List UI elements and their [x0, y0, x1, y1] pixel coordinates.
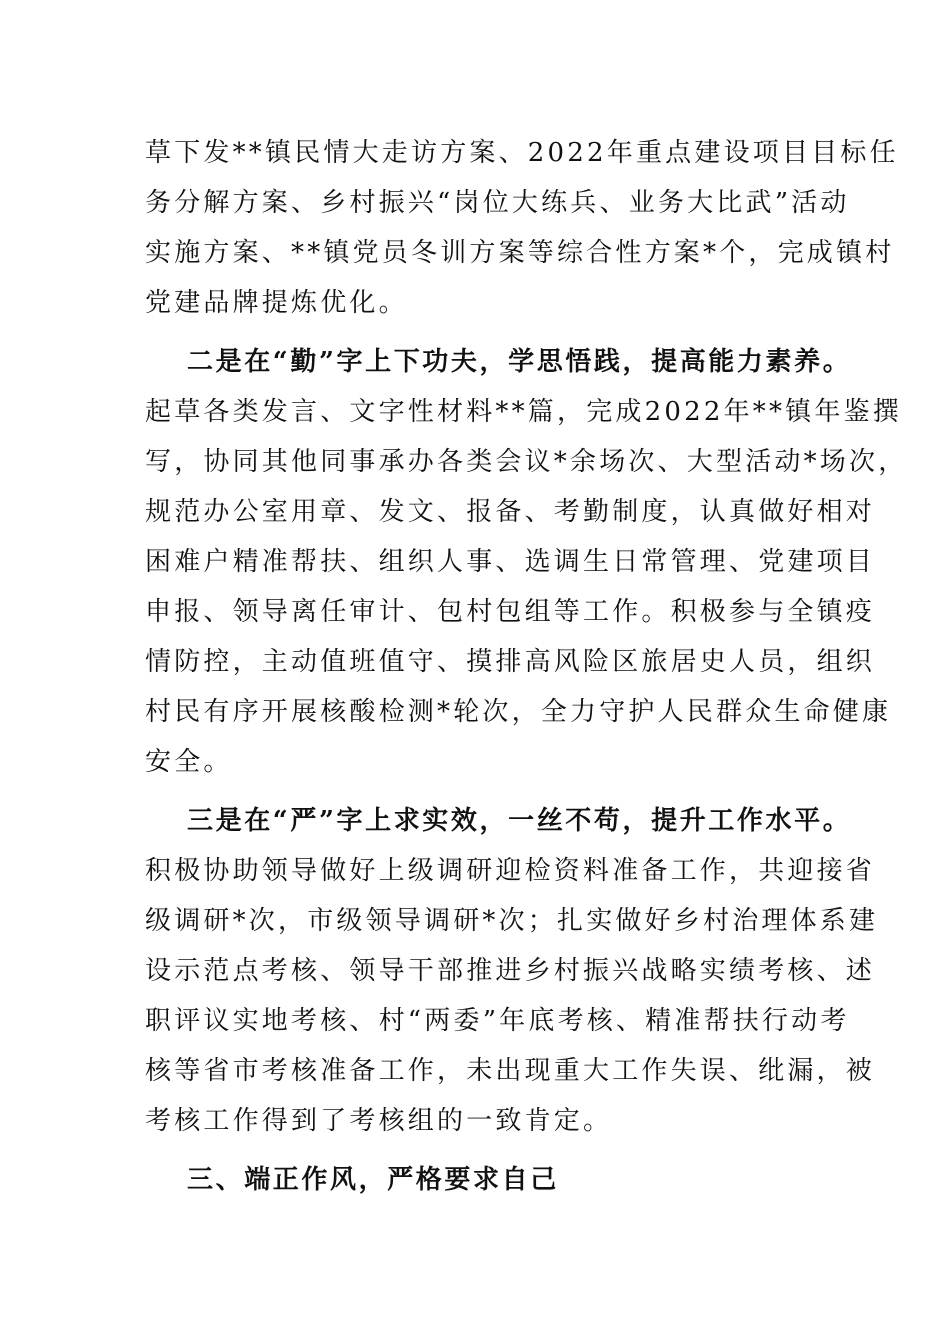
body-text-line: 安全。: [145, 747, 233, 777]
chapter-heading: 三、端正作风，严格要求自己: [187, 1165, 559, 1195]
body-text-line: 级调研*次，市级领导调研*次；扎实做好乡村治理体系建: [145, 906, 879, 936]
body-text-line: 实施方案、**镇党员冬训方案等综合性方案*个，完成镇村: [145, 238, 895, 268]
body-text-line: 务分解方案、乡村振兴“岗位大练兵、业务大比武”活动: [145, 188, 850, 218]
body-text-line: 写，协同其他同事承办各类会议*余场次、大型活动*场次，: [145, 447, 908, 477]
section-heading: 三是在“严”字上求实效，一丝不苟，提升工作水平。: [187, 806, 852, 836]
body-text-line: 职评议实地考核、村“两委”年底考核、精准帮扶行动考: [145, 1006, 850, 1036]
body-text-line: 情防控，主动值班值守、摸排高风险区旅居史人员，组织: [145, 647, 876, 677]
body-text-line: 考核工作得到了考核组的一致肯定。: [145, 1106, 613, 1136]
body-text-line: 村民有序开展核酸检测*轮次，全力守护人民群众生命健康: [145, 697, 892, 727]
body-text-line: 党建品牌提炼优化。: [145, 288, 408, 318]
body-text-line: 申报、领导离任审计、包村包组等工作。积极参与全镇疫: [145, 597, 876, 627]
body-text-line: 困难户精准帮扶、组织人事、选调生日常管理、党建项目: [145, 547, 876, 577]
body-text-line: 草下发**镇民情大走访方案、2022年重点建设项目目标任: [145, 138, 899, 168]
body-text-line: 起草各类发言、文字性材料**篇，完成2022年**镇年鉴撰: [145, 397, 902, 427]
body-text-line: 核等省市考核准备工作，未出现重大工作失误、纰漏，被: [145, 1056, 876, 1086]
body-text-line: 积极协助领导做好上级调研迎检资料准备工作，共迎接省: [145, 856, 876, 886]
body-text-line: 规范办公室用章、发文、报备、考勤制度，认真做好相对: [145, 497, 876, 527]
body-text-line: 设示范点考核、领导干部推进乡村振兴战略实绩考核、述: [145, 956, 876, 986]
section-heading: 二是在“勤”字上下功夫，学思悟践，提高能力素养。: [187, 347, 852, 377]
